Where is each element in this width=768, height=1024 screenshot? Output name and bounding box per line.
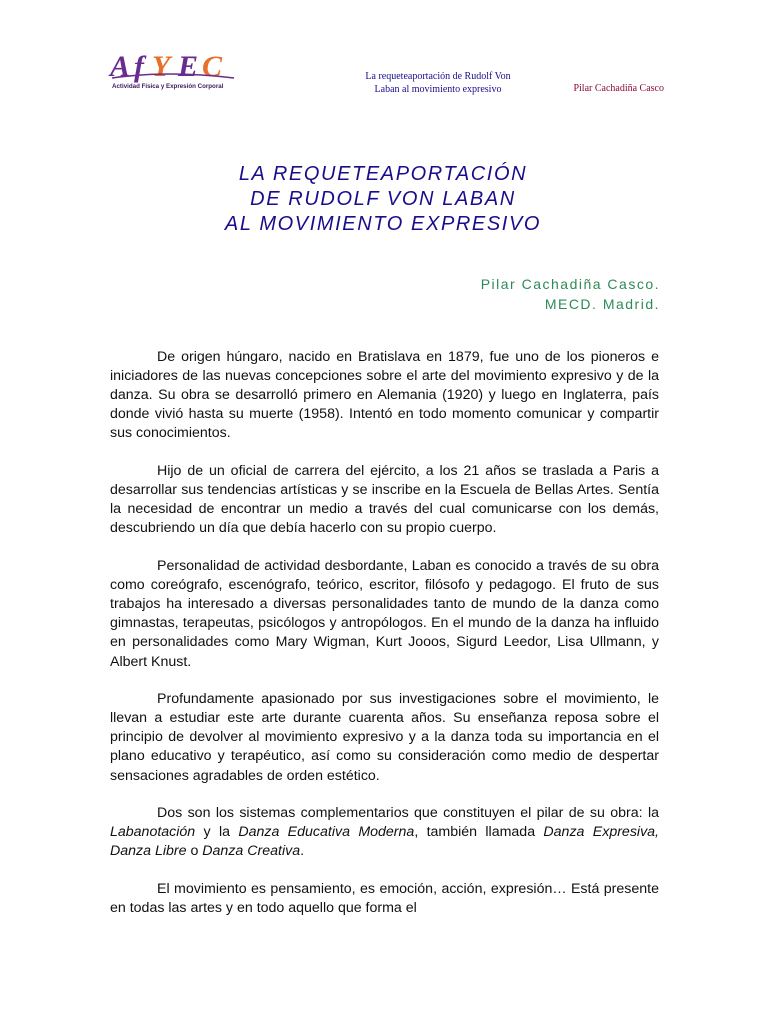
paragraph-5-text-1: Dos son los sistemas complementarios que constituyen el pilar de su obra: la	[157, 805, 659, 822]
logo-letter-f: f	[134, 50, 144, 83]
logo-letter-e: E	[178, 50, 199, 83]
page-header	[108, 48, 664, 98]
paragraph-5-text-3: , también llamada	[414, 824, 544, 841]
title-line-2: DE RUDOLF VON LABAN	[250, 188, 516, 210]
paragraph-2: Hijo de un oficial de carrera del ejército, a los 21 años se traslada a Paris a desarrollar sus tendencias artísticas y se inscribe en la Escuela de Bellas Artes. Sentía la necesidad de encontrar un medio a través del cual comunicarse con los demás, descubriendo un día que debía hacerlo con su propio cuerpo.	[110, 463, 659, 537]
logo-letter-c: C	[202, 50, 223, 83]
paragraph-5-emphasis-4: Danza Creativa	[202, 843, 301, 860]
header-author: Pilar Cachadiña Casco	[573, 83, 664, 94]
logo-letter-y: Y	[152, 50, 171, 83]
document-title	[110, 162, 656, 237]
author-name: Pilar Cachadiña Casco.	[480, 276, 660, 292]
paragraph-5	[110, 804, 659, 861]
afyec-logo	[108, 48, 240, 92]
paragraph-3: Personalidad de actividad desbordante, Laban es conocido a través de su obra como coreógrafo, escenógrafo, teórico, escritor, filósofo y pedagogo. El fruto de sus trabajos ha interesado a diversas personalidades tanto de mundo de la danza como gimnastas, terapeutas, psicólogos y antropólogos. En el mundo de la danza ha influido en personalidades como Mary Wigman, Kurt Jooos, Sigurd Leedor, Lisa Ullmann, y Albert Knust.	[110, 558, 659, 670]
title-line-1: LA REQUETEAPORTACIÓN	[238, 163, 528, 185]
paragraph-5-emphasis-3: Danza Expresiva, Danza Libre	[110, 824, 659, 860]
paragraph-5-emphasis-2: Danza Educativa Moderna	[238, 824, 415, 841]
document-body	[110, 348, 659, 937]
paragraph-6: El movimiento es pensamiento, es emoción, acción, expresión… Está presente en todas las artes y en todo aquello que forma el	[110, 881, 659, 917]
title-line-3: AL MOVIMIENTO EXPRESIVO	[224, 213, 542, 235]
logo-letter-a: A	[110, 50, 131, 83]
paragraph-5-text-4: o	[186, 843, 203, 860]
header-document-title: La requeteaportación de Rudolf Von Laban al movimiento expresivo	[365, 71, 511, 95]
author-affiliation: MECD. Madrid.	[544, 296, 660, 312]
paragraph-5-text-5: .	[300, 843, 305, 860]
author-block	[481, 274, 660, 314]
logo-subtitle: Actividad Física y Expresión Corporal	[112, 83, 224, 90]
paragraph-5-emphasis-1: Labanotación	[110, 824, 196, 841]
paragraph-5-text-2: y la	[195, 824, 239, 841]
paragraph-1: De origen húngaro, nacido en Bratislava en 1879, fue uno de los pioneros e iniciadores de las nuevas concepciones sobre el arte del movimiento expresivo y de la danza. Su obra se desarrolló primero en Alemania (1920) y luego en Inglaterra, país donde vivió hasta su muerte (1958). Intentó en todo momento comunicar y compartir sus conocimientos.	[110, 349, 659, 442]
paragraph-4: Profundamente apasionado por sus investigaciones sobre el movimiento, le llevan a estudiar este arte durante cuarenta años. Su enseñanza reposa sobre el principio de devolver al movimiento expresivo y a la danza toda su importancia en el plano educativo y terapéutico, así como su consideración como medio de despertar sensaciones agradables de orden estético.	[110, 691, 659, 784]
